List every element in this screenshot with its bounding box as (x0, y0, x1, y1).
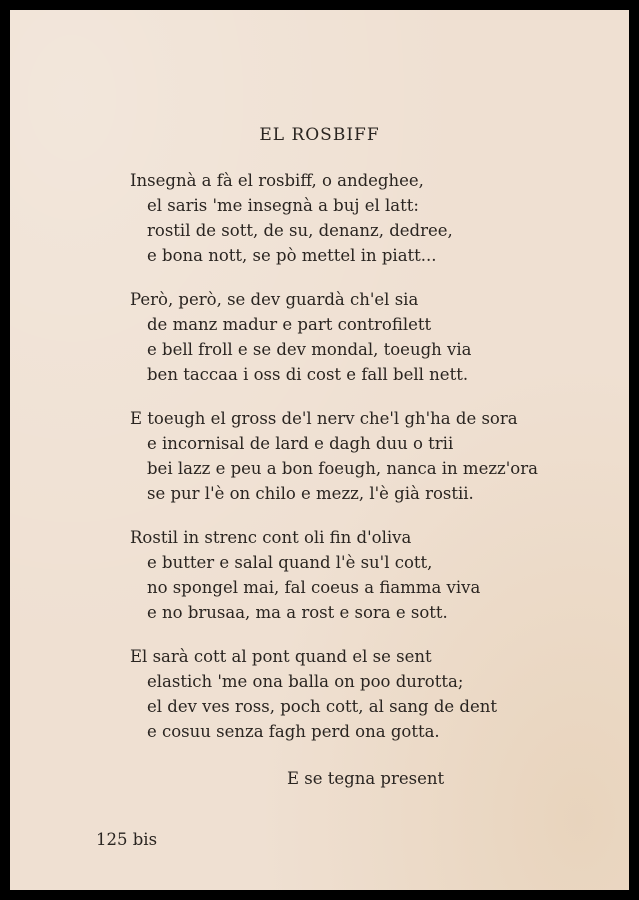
verse-line: no spongel mai, fal coeus a fiamma viva (147, 578, 481, 597)
verse-line: e bell froll e se dev mondal, toeugh via (147, 340, 472, 359)
verse-line: elastich 'me ona balla on poo durotta; (147, 672, 464, 691)
verse-line: el dev ves ross, poch cott, al sang de dent (147, 697, 498, 716)
verse-line: e bona nott, se pò mettel in piatt... (147, 246, 437, 265)
closing-line: E se tegna present (287, 769, 445, 788)
verse-line: ben taccaa i oss di cost e fall bell nett. (147, 365, 469, 384)
verse-line: e butter e salal quand l'è su'l cott, (147, 553, 433, 572)
verse-line: el saris 'me insegnà a buj el latt: (147, 196, 419, 215)
verse-line: e incornisal de lard e dagh duu o trii (147, 434, 454, 453)
verse-line: rostil de sott, de su, denanz, dedree, (147, 221, 453, 240)
verse-line: Rostil in strenc cont oli fin d'oliva (130, 528, 412, 547)
verse-line: Insegnà a fà el rosbiff, o andeghee, (130, 171, 424, 190)
verse-line: se pur l'è on chilo e mezz, l'è già rostii. (147, 484, 474, 503)
verse-line: de manz madur e part controfilett (147, 315, 432, 334)
poem-title: EL ROSBIFF (259, 125, 380, 145)
verse-line: El sarà cott al pont quand el se sent (130, 647, 432, 666)
verse-line: e cosuu senza fagh perd ona gotta. (147, 722, 440, 741)
verse-line: e no brusaa, ma a rost e sora e sott. (147, 603, 448, 622)
verse-line: Però, però, se dev guardà ch'el sia (130, 290, 419, 309)
verse-line: bei lazz e peu a bon foeugh, nanca in mezz'ora (147, 459, 538, 478)
verse-line: E toeugh el gross de'l nerv che'l gh'ha de sora (130, 409, 518, 428)
book-page (10, 10, 629, 890)
page-number: 125 bis (96, 830, 158, 849)
